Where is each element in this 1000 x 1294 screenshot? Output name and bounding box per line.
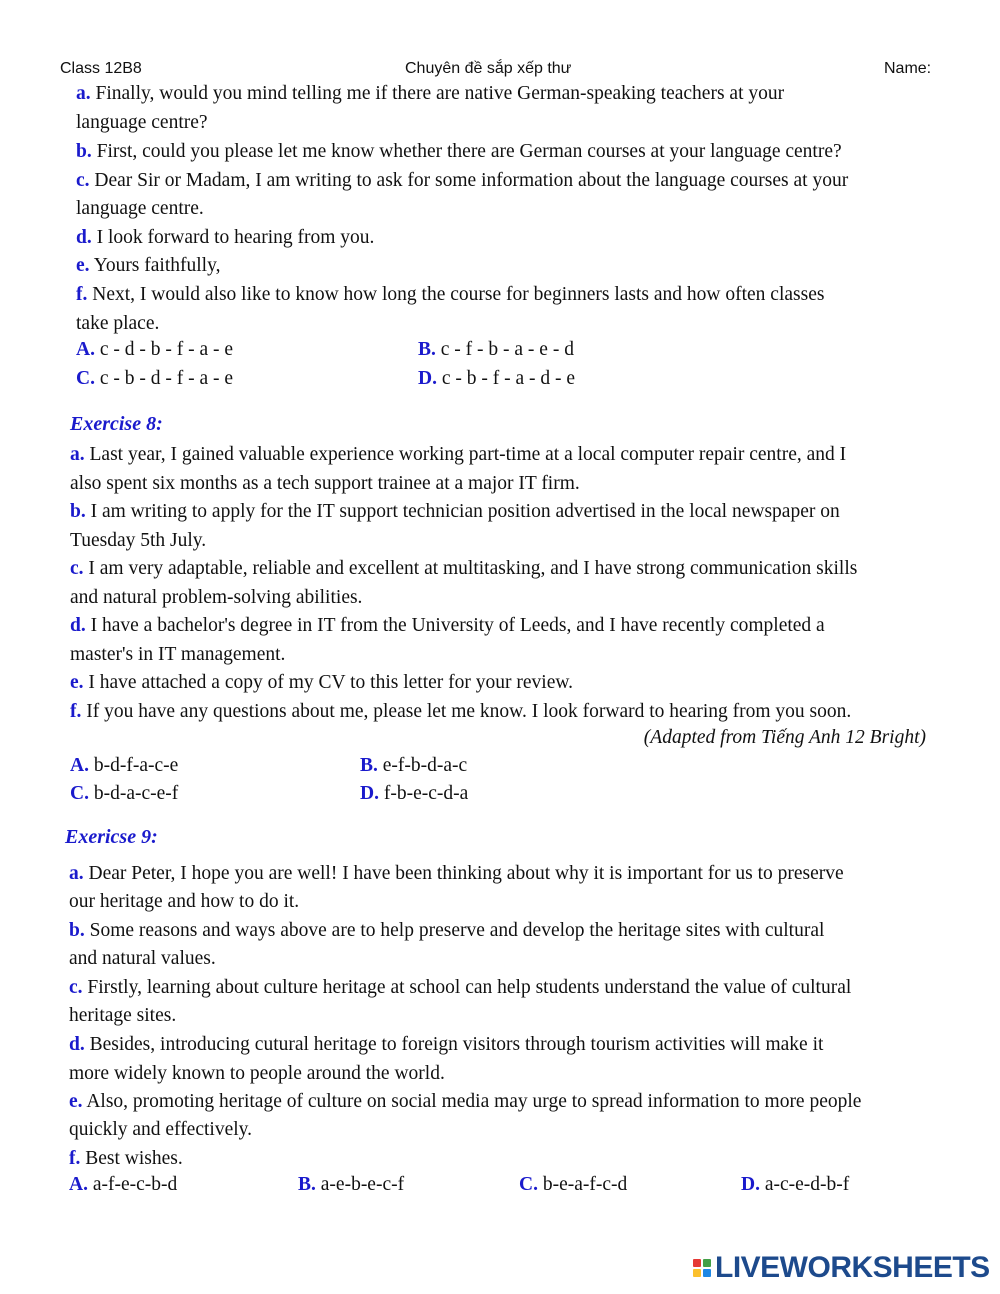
liveworksheets-logo bbox=[693, 1251, 990, 1285]
list-item: b. I am writing to apply for the IT support technician position advertised in the local newspaper on bbox=[70, 501, 840, 522]
option-c[interactable]: C. b-e-a-f-c-d bbox=[519, 1174, 628, 1195]
list-item-continuation: also spent six months as a tech support trainee at a major IT firm. bbox=[70, 473, 580, 494]
option-d[interactable]: D. a-c-e-d-b-f bbox=[741, 1174, 850, 1195]
list-item: f. Next, I would also like to know how long the course for beginners lasts and how often classes bbox=[76, 284, 825, 305]
list-item: c. Dear Sir or Madam, I am writing to ask for some information about the language courses at your bbox=[76, 170, 849, 191]
option-a[interactable]: A. b-d-f-a-c-e bbox=[70, 755, 179, 776]
option-c[interactable]: C. c - b - d - f - a - e bbox=[76, 368, 234, 389]
list-item-continuation: more widely known to people around the world. bbox=[69, 1063, 445, 1084]
class-label: Class 12B8 bbox=[60, 60, 142, 77]
option-a[interactable]: A. c - d - b - f - a - e bbox=[76, 339, 234, 360]
list-item-continuation: take place. bbox=[76, 313, 160, 334]
list-item: d. I have a bachelor's degree in IT from the University of Leeds, and I have recently completed a bbox=[70, 615, 825, 636]
list-item: b. Some reasons and ways above are to help preserve and develop the heritage sites with cultural bbox=[69, 920, 825, 941]
logo-square bbox=[703, 1269, 711, 1277]
list-item-continuation: and natural problem-solving abilities. bbox=[70, 587, 363, 608]
name-label: Name: bbox=[884, 60, 932, 77]
exercise-8-title: Exercise 8: bbox=[70, 413, 163, 435]
option-c[interactable]: C. b-d-a-c-e-f bbox=[70, 783, 179, 804]
list-item: f. Best wishes. bbox=[69, 1148, 183, 1169]
logo-square bbox=[693, 1269, 701, 1277]
list-item-continuation: and natural values. bbox=[69, 948, 216, 969]
list-item: b. First, could you please let me know whether there are German courses at your language centre? bbox=[76, 141, 842, 162]
option-b[interactable]: B. c - f - b - a - e - d bbox=[418, 339, 574, 360]
list-item-continuation: master's in IT management. bbox=[70, 644, 286, 665]
list-item-continuation: quickly and effectively. bbox=[69, 1119, 253, 1140]
list-item: d. Besides, introducing cutural heritage to foreign visitors through tourism activities will make it bbox=[69, 1034, 824, 1055]
list-item: e. Yours faithfully, bbox=[76, 255, 221, 276]
option-a[interactable]: A. a-f-e-c-b-d bbox=[69, 1174, 178, 1195]
list-item-continuation: language centre. bbox=[76, 198, 204, 219]
list-item: a. Dear Peter, I hope you are well! I have been thinking about why it is important for us to preserve bbox=[69, 863, 844, 884]
logo-square bbox=[693, 1259, 701, 1267]
list-item: e. I have attached a copy of my CV to this letter for your review. bbox=[70, 672, 574, 693]
exercise-9-title: Exericse 9: bbox=[65, 826, 158, 848]
option-d[interactable]: D. f-b-e-c-d-a bbox=[360, 783, 469, 804]
list-item-continuation: Tuesday 5th July. bbox=[70, 530, 207, 551]
option-b[interactable]: B. e-f-b-d-a-c bbox=[360, 755, 468, 776]
option-d[interactable]: D. c - b - f - a - d - e bbox=[418, 368, 576, 389]
source-citation: (Adapted from Tiếng Anh 12 Bright) bbox=[643, 727, 926, 748]
list-item: c. I am very adaptable, reliable and excellent at multitasking, and I have strong communication skills bbox=[70, 558, 858, 579]
logo-square bbox=[703, 1259, 711, 1267]
list-item: d. I look forward to hearing from you. bbox=[76, 227, 375, 248]
list-item: f. If you have any questions about me, please let me know. I look forward to hearing from you soon. bbox=[70, 701, 852, 722]
logo-text: LIVEWORKSHEETS bbox=[715, 1251, 990, 1284]
list-item: e. Also, promoting heritage of culture on social media may urge to spread information to more people bbox=[69, 1091, 862, 1112]
list-item-continuation: our heritage and how to do it. bbox=[69, 891, 300, 912]
liveworksheets-logo-icon bbox=[693, 1259, 711, 1277]
list-item-continuation: language centre? bbox=[76, 112, 208, 133]
topic-title: Chuyên đề sắp xếp thư bbox=[405, 60, 572, 77]
option-b[interactable]: B. a-e-b-e-c-f bbox=[298, 1174, 405, 1195]
list-item-continuation: heritage sites. bbox=[69, 1005, 177, 1026]
list-item: c. Firstly, learning about culture heritage at school can help students understand the value of cultural bbox=[69, 977, 852, 998]
list-item: a. Finally, would you mind telling me if there are native German-speaking teachers at your bbox=[76, 83, 785, 104]
list-item: a. Last year, I gained valuable experience working part-time at a local computer repair centre, and I bbox=[70, 444, 847, 465]
